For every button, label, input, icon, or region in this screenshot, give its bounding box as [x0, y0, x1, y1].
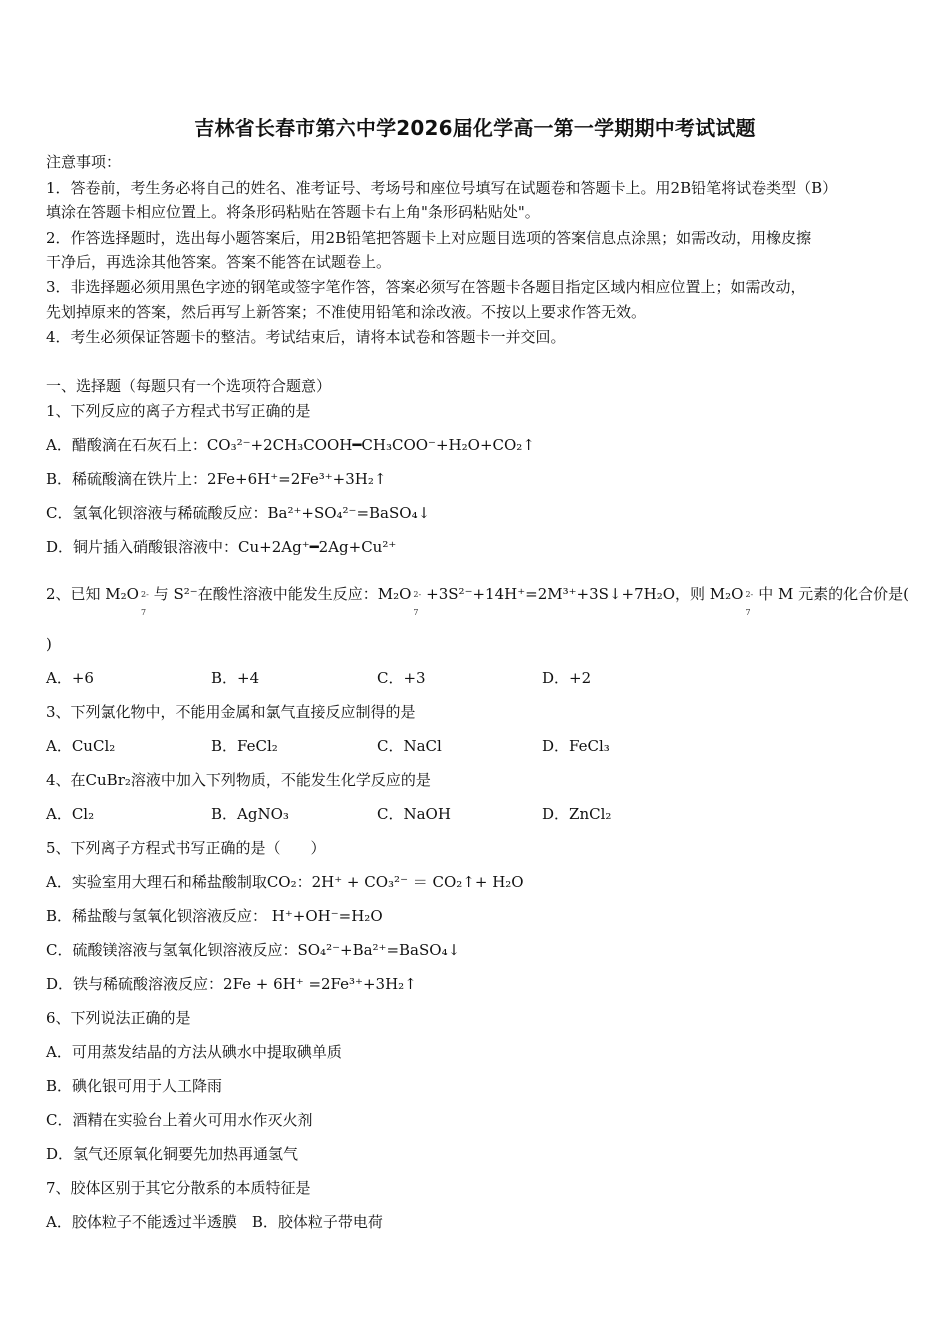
question-4-option-a: A．Cl₂ [46, 805, 95, 823]
notice-line: 4．考生必须保证答题卡的整洁。考试结束后，请将本试卷和答题卡一并交回。 [46, 328, 566, 346]
question-6-option-a: A．可用蒸发结晶的方法从碘水中提取碘单质 [46, 1043, 342, 1061]
question-3-option-d: D．FeCl₃ [542, 737, 610, 755]
question-2-stem-part: +3S²⁻+14H⁺=2M³⁺+3S↓+7H₂O，则 M₂O [421, 585, 744, 603]
question-5-option-c: C．硫酸镁溶液与氢氧化钡溶液反应：SO₄²⁻+Ba²⁺=BaSO₄↓ [46, 941, 461, 959]
question-2-option-c: C．+3 [377, 669, 426, 687]
notice-line: 填涂在答题卡相应位置上。将条形码粘贴在答题卡右上角"条形码粘贴处"。 [46, 203, 540, 221]
question-4-stem: 4、在CuBr₂溶液中加入下列物质，不能发生化学反应的是 [46, 771, 431, 789]
question-5-option-a: A．实验室用大理石和稀盐酸制取CO₂：2H⁺ + CO₃²⁻ ＝ CO₂↑+ H₂O [46, 873, 524, 891]
fraction-bottom: 7 [140, 608, 147, 617]
question-2-stem-part: 2、已知 M₂O [46, 585, 139, 603]
notice-heading: 注意事项： [46, 153, 122, 171]
question-3-option-b: B．FeCl₂ [211, 737, 278, 755]
question-1-stem: 1、下列反应的离子方程式书写正确的是 [46, 402, 311, 420]
question-4-option-b: B．AgNO₃ [211, 805, 289, 823]
question-5-stem: 5、下列离子方程式书写正确的是（ ） [46, 839, 326, 857]
notice-line: 先划掉原来的答案，然后再写上新答案；不准使用铅笔和涂改液。不按以上要求作答无效。 [46, 303, 647, 321]
question-7-stem: 7、胶体区别于其它分散系的本质特征是 [46, 1179, 311, 1197]
fraction-top: 2- [140, 590, 149, 599]
question-1-option-d: D．铜片插入硝酸银溶液中：Cu+2Ag⁺━2Ag+Cu²⁺ [46, 538, 397, 556]
question-3-stem: 3、下列氯化物中，不能用金属和氯气直接反应制得的是 [46, 703, 416, 721]
question-1-option-c: C．氢氧化钡溶液与稀硫酸反应：Ba²⁺+SO₄²⁻=BaSO₄↓ [46, 504, 431, 522]
question-3-option-c: C．NaCl [377, 737, 442, 755]
question-2-stem [46, 584, 909, 617]
question-2-option-b: B．+4 [211, 669, 260, 687]
question-2-option-d: D．+2 [542, 669, 592, 687]
question-6-option-b: B．碘化银可用于人工降雨 [46, 1077, 223, 1095]
question-6-stem: 6、下列说法正确的是 [46, 1009, 191, 1027]
section-heading: 一、选择题（每题只有一个选项符合题意） [46, 377, 332, 395]
question-5-option-b: B．稀盐酸与氢氧化钡溶液反应： H⁺+OH⁻=H₂O [46, 907, 383, 925]
question-6-option-c: C．酒精在实验台上着火可用水作灭火剂 [46, 1111, 313, 1129]
notice-line: 2．作答选择题时，选出每小题答案后，用2B铅笔把答题卡上对应题目选项的答案信息点涂黑；如需改动，用橡皮擦 [46, 229, 812, 247]
fraction-bottom: 7 [413, 608, 419, 617]
question-2-close: ) [46, 635, 52, 653]
question-3-option-a: A．CuCl₂ [46, 737, 116, 755]
question-2-stem-part: 中 M 元素的化合价是( [753, 585, 909, 603]
notice-line: 1．答卷前，考生务必将自己的姓名、准考证号、考场号和座位号填写在试题卷和答题卡上。用2B铅笔将试卷类型（B） [46, 179, 838, 197]
fraction-bottom: 7 [745, 608, 751, 617]
question-6-option-d: D．氢气还原氧化铜要先加热再通氢气 [46, 1145, 299, 1163]
question-7-options-ab: A．胶体粒子不能透过半透膜 B．胶体粒子带电荷 [46, 1213, 383, 1231]
question-1-option-a: A．醋酸滴在石灰石上：CO₃²⁻+2CH₃COOH━CH₃COO⁻+H₂O+CO₂↑ [46, 436, 535, 454]
fraction-top: 2- [745, 590, 754, 599]
notice-line: 3．非选择题必须用黑色字迹的钢笔或签字笔作答，答案必须写在答题卡各题目指定区域内相应位置上；如需改动， [46, 278, 806, 296]
question-5-option-d: D．铁与稀硫酸溶液反应：2Fe + 6H⁺ =2Fe³⁺+3H₂↑ [46, 975, 417, 993]
question-1-option-b: B．稀硫酸滴在铁片上：2Fe+6H⁺=2Fe³⁺+3H₂↑ [46, 470, 387, 488]
question-2-stem-part: 与 S²⁻在酸性溶液中能发生反应：M₂O [148, 585, 412, 603]
fraction-top: 2- [413, 590, 422, 599]
page-title: 吉林省长春市第六中学2026届化学高一第一学期期中考试试题 [194, 116, 756, 140]
notice-line: 干净后，再选涂其他答案。答案不能答在试题卷上。 [46, 253, 392, 271]
question-4-option-d: D．ZnCl₂ [542, 805, 612, 823]
question-2-option-a: A．+6 [46, 669, 94, 687]
question-4-option-c: C．NaOH [377, 805, 451, 823]
